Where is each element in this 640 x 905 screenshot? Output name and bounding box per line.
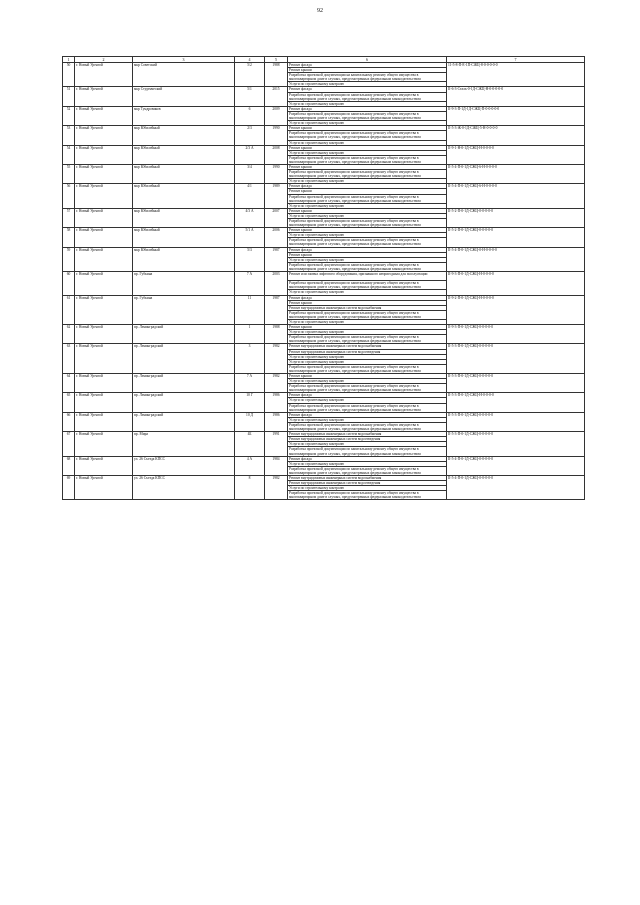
work-type-cell: Разработка проектной документации по капитальному ремонту общего имущества в многоквартирном доме в случаях, предусмотренных федеральным законодательством (288, 403, 447, 412)
code-cell: II-5-4-П-0-1Д-СЖЦ-0-Н-0-0-0-0 (447, 247, 585, 271)
address-cell: ул. 26 Съезда КПСС (133, 475, 235, 499)
work-type-cell: Услуги по строительному контролю (288, 442, 447, 447)
code-cell: II-5-2-П-0-1Д-СЖЦ-0-0-0-0-0 (447, 208, 585, 227)
row-number: 61 (63, 295, 75, 325)
work-type-cell: Разработка проектной документации по капитальному ремонту общего имущества в многоквартирном доме в случаях, предусмотренных федеральным законодательством (288, 466, 447, 475)
address-cell: мкр Юбилейный (133, 126, 235, 145)
work-type-cell: Разработка проектной документации по капитальному ремонту общего имущества в многоквартирном доме в случаях, предусмотренных федеральным законодательством (288, 111, 447, 120)
year-cell: 1987 (265, 295, 288, 325)
row-number: 69 (63, 475, 75, 499)
row-number: 57 (63, 208, 75, 227)
city-cell: г. Новый Уренгой (75, 475, 133, 499)
year-cell: 2009 (265, 106, 288, 125)
row-number: 51 (63, 87, 75, 106)
work-type-cell: Ремонт крыши (288, 374, 447, 379)
work-type-cell: Услуги по строительному контролю (288, 379, 447, 384)
code-cell: II-5-4-П-0-1Д-СЖЦ-0-0-0-0-0 (447, 456, 585, 475)
registry-body (63, 57, 585, 500)
address-cell: пр. Ленинградский (133, 374, 235, 393)
work-type-cell: Услуги по строительному контролю (288, 486, 447, 491)
row-number: 56 (63, 184, 75, 208)
work-type-cell: Ремонт фасада (288, 393, 447, 398)
address-cell: пр. Ленинградский (133, 325, 235, 344)
work-type-cell: Услуги по строительному контролю (288, 213, 447, 218)
work-type-cell: Услуги по строительному контролю (288, 319, 447, 324)
work-type-cell: Ремонт фасада (288, 412, 447, 417)
address-cell: мкр Юбилейный (133, 164, 235, 183)
row-number: 59 (63, 247, 75, 271)
city-cell: г. Новый Уренгой (75, 393, 133, 412)
year-cell: 1987 (265, 247, 288, 271)
city-cell: г. Новый Уренгой (75, 432, 133, 456)
house-number-cell: 2/3 А (235, 145, 265, 164)
work-type-cell: Ремонт фасада (288, 87, 447, 92)
work-type-cell: Разработка проектной документации по капитальному ремонту общего имущества в многоквартирном доме в случаях, предусмотренных федеральным законодательством (288, 422, 447, 431)
work-type-cell: Разработка проектной документации по капитальному ремонту общего имущества в многоквартирном доме в случаях, предусмотренных федеральным законодательством (288, 131, 447, 140)
year-cell: 1986 (265, 412, 288, 431)
table-row (63, 475, 585, 480)
address-cell: пр. Ленинградский (133, 344, 235, 374)
house-number-cell: 10 Г (235, 393, 265, 412)
address-cell: ул. 26 Съезда КПСС (133, 456, 235, 475)
work-type-cell: Разработка проектной документации по капитальному ремонту общего имущества в многоквартирном доме в случаях, предусмотренных федеральным законодательством (288, 447, 447, 456)
row-number: 55 (63, 164, 75, 183)
house-number-cell: 10 Д (235, 412, 265, 431)
code-cell: II-5-4-П-0-1Д-СЖЦ-6-Н-0-0-0-0 (447, 164, 585, 183)
work-type-cell: Услуги по строительному контролю (288, 82, 447, 87)
city-cell: г. Новый Уренгой (75, 325, 133, 344)
work-type-cell: Ремонт крыши (288, 145, 447, 150)
work-type-cell: Разработка проектной документации по капитальному ремонту общего имущества в многоквартирном доме в случаях, предусмотренных федеральным законодательством (288, 155, 447, 164)
row-number: 58 (63, 228, 75, 247)
row-number: 65 (63, 393, 75, 412)
code-cell: II-5-4-П-0-1Д-СЖЦ-6-Н-0-0-0-0 (447, 184, 585, 208)
work-type-cell: Разработка проектной документации по капитальному ремонту общего имущества в многоквартирном доме в случаях, предусмотренных федеральным законодательством (288, 170, 447, 179)
work-type-cell: Разработка проектной документации по капитальному ремонту общего имущества в многоквартирном доме в случаях, предусмотренных федеральным законодательством (288, 335, 447, 344)
house-number-cell: 7 А (235, 272, 265, 295)
address-cell: пр. Ленинградский (133, 412, 235, 431)
column-header: 1 (63, 57, 75, 63)
house-number-cell: 4/3 А (235, 208, 265, 227)
work-type-cell: Услуги по строительному контролю (288, 330, 447, 335)
year-cell: 1986 (265, 393, 288, 412)
house-number-cell: 4 А (235, 456, 265, 475)
row-number: 60 (63, 272, 75, 295)
row-number: 68 (63, 456, 75, 475)
work-type-cell: Ремонт крыши (288, 228, 447, 233)
work-type-cell: Ремонт крыши (288, 300, 447, 305)
year-cell: 2015 (265, 87, 288, 106)
house-number-cell: 2/3 (235, 126, 265, 145)
code-cell: II-5-3-П-0-1Д-СЖЦ-0-0-0-0-0 (447, 412, 585, 431)
house-number-cell: 6 (235, 106, 265, 125)
year-cell: 1988 (265, 63, 288, 87)
table-row (63, 272, 585, 281)
house-number-cell: 5/2 (235, 63, 265, 87)
year-cell: 2007 (265, 208, 288, 227)
work-type-cell: Ремонт фасада (288, 247, 447, 252)
year-cell: 2003 (265, 272, 288, 295)
house-number-cell: 8 (235, 475, 265, 499)
work-type-cell: Разработка проектной документации по капитальному ремонту общего имущества в многоквартирном доме в случаях, предусмотренных федеральным законодательством (288, 364, 447, 373)
city-cell: г. Новый Уренгой (75, 374, 133, 393)
row-number: 50 (63, 63, 75, 87)
code-cell: II-5-3-П-0-1Д-СЖЦ-0-0-0-0-0 (447, 374, 585, 393)
column-header: 3 (133, 57, 235, 63)
work-type-cell: Ремонт фасада (288, 456, 447, 461)
work-type-cell: Ремонт крыши (288, 126, 447, 131)
column-header: 6 (288, 57, 447, 63)
city-cell: г. Новый Уренгой (75, 412, 133, 431)
work-type-cell: Ремонт фасада (288, 295, 447, 300)
code-cell: II-5-3-Ж-0-1Д-СЖЦ-5-Н-0-0-0-0 (447, 126, 585, 145)
address-cell: пр. Ленинградский (133, 393, 235, 412)
city-cell: г. Новый Уренгой (75, 63, 133, 87)
work-type-cell: Ремонт крыши (288, 208, 447, 213)
address-cell: мкр Студенческий (133, 87, 235, 106)
address-cell: пр. Губкина (133, 272, 235, 295)
work-type-cell: Ремонт внутридомовых инженерных систем водоотведения (288, 349, 447, 354)
work-type-cell: Услуги по строительному контролю (288, 140, 447, 145)
row-number: 53 (63, 126, 75, 145)
city-cell: г. Новый Уренгой (75, 184, 133, 208)
work-type-cell: Разработка проектной документации по капитальному ремонту общего имущества в многоквартирном доме в случаях, предусмотренных федеральным законодательством (288, 384, 447, 393)
house-number-cell: 1 (235, 325, 265, 344)
house-number-cell: 4/1 (235, 184, 265, 208)
work-type-cell: Разработка проектной документации по капитальному ремонту общего имущества в многоквартирном доме в случаях, предусмотренных федеральным законодательством (288, 219, 447, 228)
work-type-cell: Услуги по строительному контролю (288, 179, 447, 184)
work-type-cell: Ремонт фасада (288, 184, 447, 189)
address-cell: мкр Юбилейный (133, 184, 235, 208)
work-type-cell: Ремонт внутридомовых инженерных систем водоснабжения (288, 475, 447, 480)
code-cell: II-5-2-П-0-1Д-СЖЦ-0-0-0-0-0 (447, 228, 585, 247)
house-number-cell: 5/1 А (235, 228, 265, 247)
work-type-cell: Услуги по строительному контролю (288, 417, 447, 422)
year-cell: 1982 (265, 344, 288, 374)
house-number-cell: 4Б (235, 432, 265, 456)
table-row (63, 432, 585, 437)
city-cell: г. Новый Уренгой (75, 208, 133, 227)
column-header: 7 (447, 57, 585, 63)
code-cell: 11-5-8-П-Е-1П-СЖЦ-8-0-0-0-0-0 (447, 63, 585, 87)
city-cell: г. Новый Уренгой (75, 272, 133, 295)
year-cell: 2006 (265, 228, 288, 247)
work-type-cell: Разработка проектной документации по капитальному ремонту общего имущества в многоквартирном доме в случаях, предусмотренных федеральным законодательством (288, 281, 447, 290)
work-type-cell: Разработка проектной документации по капитальному ремонту общего имущества в многоквартирном доме в случаях, предусмотренных федеральным законодательством (288, 238, 447, 247)
city-cell: г. Новый Уренгой (75, 295, 133, 325)
work-type-cell: Ремонт крыши (288, 164, 447, 169)
work-type-cell: Ремонт внутридомовых инженерных систем водоснабжения (288, 305, 447, 310)
work-type-cell: Ремонт внутридомовых инженерных систем водоснабжения (288, 432, 447, 437)
work-type-cell: Ремонт крыши (288, 252, 447, 257)
code-cell: II-5-3-П-0-1Д-СЖЦ-0-0-0-0-0 (447, 344, 585, 374)
address-cell: мкр Юбилейный (133, 145, 235, 164)
row-number: 63 (63, 344, 75, 374)
year-cell: 1984 (265, 456, 288, 475)
row-number: 64 (63, 374, 75, 393)
work-type-cell: Ремонт фасада (288, 63, 447, 68)
work-type-cell: Разработка проектной документации по капитальному ремонту общего имущества в многоквартирном доме в случаях, предусмотренных федеральным законодательством (288, 491, 447, 500)
city-cell: г. Новый Уренгой (75, 344, 133, 374)
row-number: 54 (63, 145, 75, 164)
code-cell: II-9-2-П-0-1Д-СЖЦ-Н-0-0-0-0 (447, 295, 585, 325)
work-type-cell: Разработка проектной документации по капитальному ремонту общего имущества в многоквартирном доме в случаях, предусмотренных федеральным законодательством (288, 310, 447, 319)
work-type-cell: Ремонт крыши (288, 68, 447, 73)
work-type-cell: Услуги по строительному контролю (288, 354, 447, 359)
city-cell: г. Новый Уренгой (75, 456, 133, 475)
address-cell: мкр Юбилейный (133, 247, 235, 271)
year-cell: 1989 (265, 184, 288, 208)
address-cell: мкр Юбилейный (133, 208, 235, 227)
row-number: 67 (63, 432, 75, 456)
work-type-cell: Ремонт фасада (288, 106, 447, 111)
year-cell: 1982 (265, 475, 288, 499)
work-type-cell: Ремонт крыши (288, 325, 447, 330)
code-cell: II-5-4-П-0-1Д-СЖЦ-0-0-0-0-0 (447, 475, 585, 499)
code-cell: II-6-3-Сталь-0-1Д-СЖЦ-Н-0-0-0-0-0 (447, 87, 585, 106)
row-number: 62 (63, 325, 75, 344)
work-type-cell: Ремонт или замена лифтового оборудования, признанного непригодным для эксплуатации (288, 272, 447, 281)
work-type-cell: Услуги по строительному контролю (288, 121, 447, 126)
house-number-cell: 3 (235, 344, 265, 374)
code-cell: II-9-3-П-1Д-1Д-СЖЦ-П-0-0-0-0-0 (447, 106, 585, 125)
city-cell: г. Новый Уренгой (75, 164, 133, 183)
work-type-cell: Услуги по строительному контролю (288, 150, 447, 155)
year-cell: 1990 (265, 126, 288, 145)
work-type-cell: Ремонт внутридомовых инженерных систем водоснабжения (288, 344, 447, 349)
code-cell: II-9-3-П-0-1Д-СЖЦ-0-0-0-0-0 (447, 325, 585, 344)
code-cell: II-9-1-Н-0-1Д-СЖЦ-Н-0-0-0-0 (447, 145, 585, 164)
code-cell: II-5-3-П-0-1Д-СЖЦ-0-0-0-0-0 (447, 432, 585, 456)
work-type-cell: Разработка проектной документации на капитальному ремонту общего имущества в многоквартирном доме в случаях, предусмотренных федеральным законодательством (288, 73, 447, 82)
address-cell: мкр Юбилейный (133, 228, 235, 247)
work-type-cell: Услуги по строительному контролю (288, 101, 447, 106)
city-cell: г. Новый Уренгой (75, 106, 133, 125)
address-cell: пр. Мира (133, 432, 235, 456)
city-cell: г. Новый Уренгой (75, 87, 133, 106)
row-number: 66 (63, 412, 75, 431)
city-cell: г. Новый Уренгой (75, 228, 133, 247)
year-cell: 2008 (265, 145, 288, 164)
work-type-cell: Разработка проектной документации по капитальному ремонту общего имущества в многоквартирном доме в случаях, предусмотренных федеральным законодательством (288, 92, 447, 101)
work-type-cell: Ремонт внутридомовых инженерных систем водоотведения (288, 481, 447, 486)
work-type-cell: Услуги по строительному контролю (288, 461, 447, 466)
work-type-cell: Услуги по строительному контролю (288, 257, 447, 262)
year-cell: 1991 (265, 432, 288, 456)
work-type-cell: Услуги по строительному контролю (288, 290, 447, 295)
house-number-cell: 11 (235, 295, 265, 325)
page-number: 92 (317, 8, 323, 14)
house-number-cell: 5/1 (235, 87, 265, 106)
work-type-cell: Услуги по строительному контролю (288, 203, 447, 208)
city-cell: г. Новый Уренгой (75, 145, 133, 164)
work-type-cell: Услуги по строительному контролю (288, 398, 447, 403)
address-cell: мкр Советский (133, 63, 235, 87)
work-type-cell: Услуги по строительному контролю (288, 233, 447, 238)
work-type-cell: Ремонт внутридомовых инженерных систем водоотведения (288, 437, 447, 442)
code-cell: II-9-3-П-0-1Д-СЖЦ-Н-0-0-0-0 (447, 272, 585, 295)
city-cell: г. Новый Уренгой (75, 247, 133, 271)
house-number-cell: 3/4 (235, 164, 265, 183)
work-type-cell: Услуги по строительному контролю (288, 359, 447, 364)
table-row (63, 344, 585, 349)
address-cell: пр. Губкина (133, 295, 235, 325)
row-number: 52 (63, 106, 75, 125)
city-cell: г. Новый Уренгой (75, 126, 133, 145)
year-cell: 1982 (265, 374, 288, 393)
work-type-cell: Разработка проектной документации по капитальному ремонту общего имущества в многоквартирном доме в случаях, предусмотренных федеральным законодательством (288, 194, 447, 203)
work-type-cell: Разработка проектной документации по капитальному ремонту общего имущества в многоквартирном доме в случаях, предусмотренных федеральным законодательством (288, 262, 447, 271)
repair-registry-table (62, 56, 585, 500)
address-cell: мкр Тундровиков (133, 106, 235, 125)
year-cell: 1990 (265, 164, 288, 183)
house-number-cell: 5/3 (235, 247, 265, 271)
column-header: 2 (75, 57, 133, 63)
code-cell: II-5-3-П-0-1Д-СЖЦ-Н-0-0-0-0 (447, 393, 585, 412)
year-cell: 1988 (265, 325, 288, 344)
work-type-cell: Ремонт крыши (288, 189, 447, 194)
column-header: 4 (235, 57, 265, 63)
column-header: 5 (265, 57, 288, 63)
house-number-cell: 7 А (235, 374, 265, 393)
